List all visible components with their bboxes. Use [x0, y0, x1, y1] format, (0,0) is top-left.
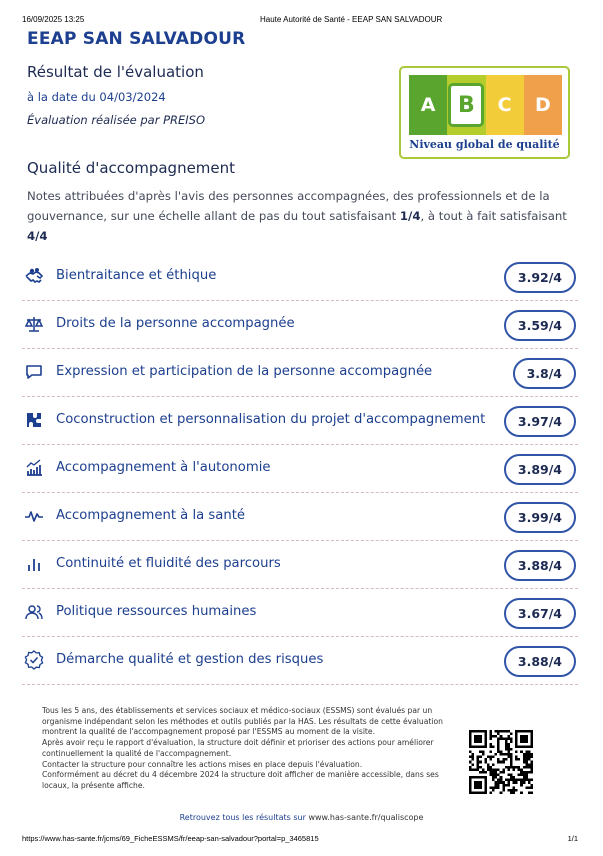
criterion-label: Droits de la personne accompagnée [56, 316, 295, 331]
qualiscope-link[interactable]: www.has-sante.fr/qualiscope [308, 813, 424, 822]
growth-chart-icon [24, 458, 44, 478]
results-link-text: Retrouvez tous les résultats sur [179, 813, 309, 822]
quality-grade-scale [409, 75, 562, 135]
evaluation-organism: Évaluation réalisée par PREISO [27, 113, 206, 127]
puzzle-icon [24, 410, 44, 430]
criterion-label: Expression et participation de la personne accompagnée [56, 364, 433, 379]
grade-a [409, 75, 447, 135]
criterion-row [22, 397, 578, 445]
criterion-row [22, 445, 578, 493]
grade-c [486, 75, 524, 135]
grade-letter: C [497, 94, 512, 116]
criterion-row [22, 541, 578, 589]
criterion-score: 3.88/4 [504, 646, 576, 677]
criterion-label: Coconstruction et personnalisation du projet d'accompagnement [56, 412, 486, 427]
heartbeat-icon [24, 506, 44, 526]
evaluation-title: Résultat de l'évaluation [27, 63, 204, 81]
establishment-name: EEAP SAN SALVADOUR [27, 29, 246, 49]
section-title: Qualité d'accompagnement [27, 159, 236, 177]
quality-level-badge [399, 66, 570, 159]
quality-badge-caption: Niveau global de qualité [409, 138, 560, 151]
speech-bubble-icon [24, 362, 44, 382]
criterion-score: 3.59/4 [504, 310, 576, 341]
legal-paragraph: Conformément au décret du 4 décembre 2024 la structure doit afficher de manière accessible, dans ses locaux, la présente affiche. [42, 770, 439, 790]
people-icon [24, 602, 44, 622]
grade-letter: D [534, 94, 551, 116]
legal-notice [42, 706, 460, 792]
criterion-label: Politique ressources humaines [56, 604, 257, 619]
qr-code [469, 730, 533, 794]
grade-letter: B [448, 83, 484, 127]
quality-badge-icon [24, 650, 44, 670]
print-title: Haute Autorité de Santé - EEAP SAN SALVADOUR [260, 15, 443, 24]
criterion-label: Continuité et fluidité des parcours [56, 556, 281, 571]
page-number: 1/1 [567, 834, 578, 843]
intro-mid: , à tout à fait satisfaisant [420, 209, 567, 223]
criterion-score: 3.89/4 [504, 454, 576, 485]
print-url: https://www.has-sante.fr/jcms/69_FicheESSMS/fr/eeap-san-salvadour?portal=p_3465815 [22, 834, 319, 843]
criterion-label: Accompagnement à l'autonomie [56, 460, 271, 475]
intro-text: Notes attribuées d'après l'avis des personnes accompagnées, des professionnels et de la gouvernance, sur une échelle allant de pas du tout satisfaisant [27, 189, 550, 223]
criterion-row [22, 493, 578, 541]
criterion-label: Bientraitance et éthique [56, 268, 217, 283]
evaluation-date: à la date du 04/03/2024 [27, 90, 166, 104]
criterion-row [22, 637, 578, 685]
criterion-row [22, 301, 578, 349]
criterion-score: 3.92/4 [504, 262, 576, 293]
criterion-row [22, 589, 578, 637]
criterion-label: Démarche qualité et gestion des risques [56, 652, 324, 667]
criterion-row [22, 349, 578, 397]
legal-paragraph: Après avoir reçu le rapport d'évaluation, la structure doit définir et prioriser des actions pour améliorer continuellement la qualité de l'accompagnement. [42, 738, 434, 758]
criterion-row [22, 253, 578, 301]
criterion-score: 3.67/4 [504, 598, 576, 629]
bar-chart-icon [24, 554, 44, 574]
criteria-list [22, 253, 578, 685]
grade-b [447, 75, 485, 135]
section-intro [27, 186, 575, 246]
results-link-line [0, 813, 603, 822]
criterion-label: Accompagnement à la santé [56, 508, 245, 523]
scales-icon [24, 314, 44, 334]
legal-paragraph: Contacter la structure pour connaître les actions mises en place depuis l'évaluation. [42, 759, 363, 769]
print-date: 16/09/2025 13:25 [22, 15, 85, 24]
scale-min: 1/4 [399, 209, 421, 223]
criterion-score: 3.8/4 [513, 358, 576, 389]
criterion-score: 3.99/4 [504, 502, 576, 533]
grade-letter: A [420, 94, 436, 116]
grade-d [524, 75, 562, 135]
criterion-score: 3.97/4 [504, 406, 576, 437]
scale-max: 4/4 [27, 229, 48, 243]
legal-paragraph: Tous les 5 ans, des établissements et services sociaux et médico-sociaux (ESSMS) sont évalués par un organisme indépendant selon les méthodes et outils publiés par la HAS. Les résultats de cette évaluation montrent la qualité de l'accompagnement proposé par l'ESSMS au moment de la visite. [42, 706, 443, 737]
handshake-icon [24, 266, 44, 286]
criterion-score: 3.88/4 [504, 550, 576, 581]
